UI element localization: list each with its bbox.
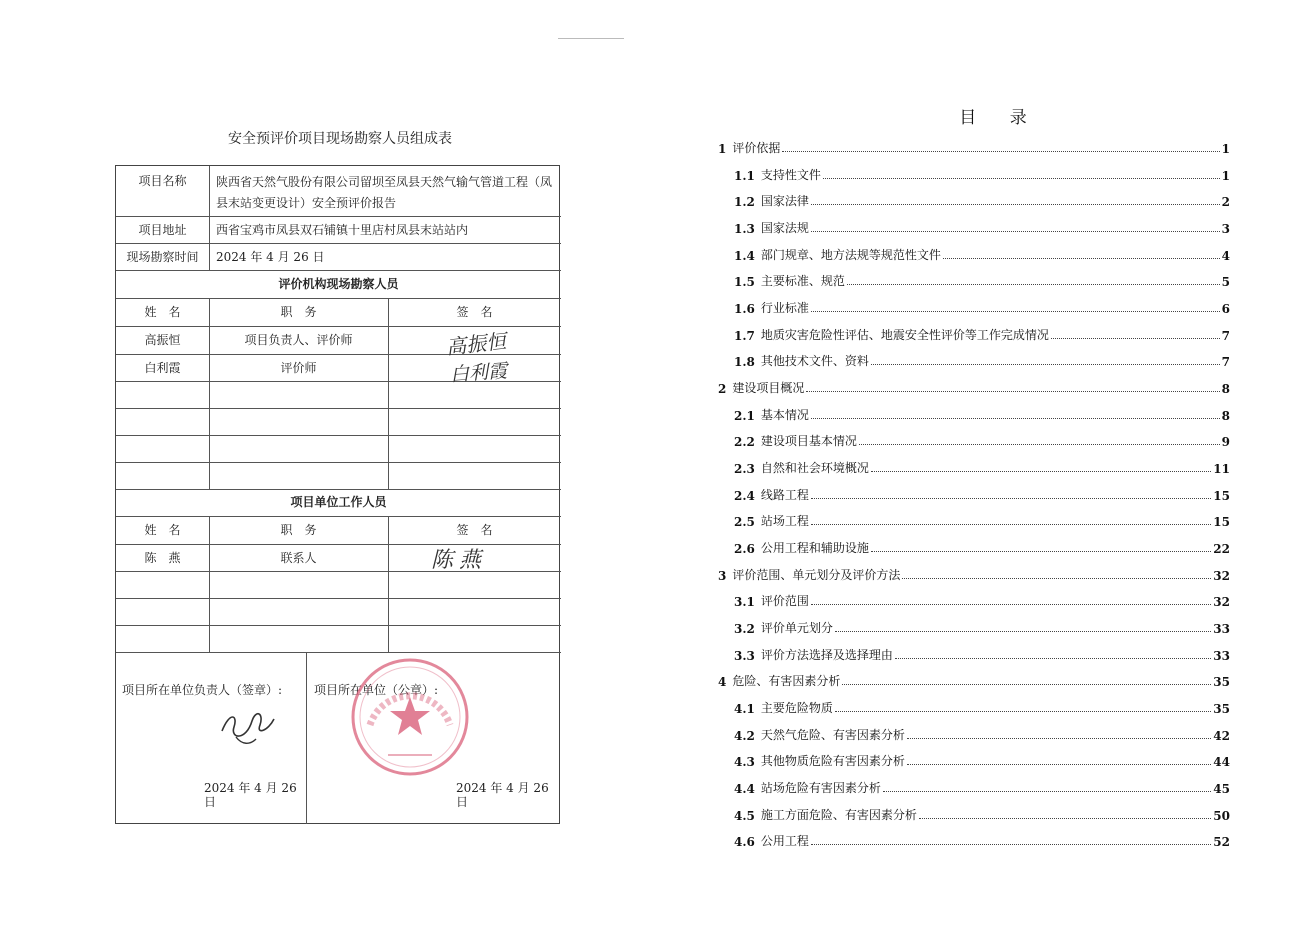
org-staff-name: 高振恒: [144, 333, 181, 347]
survey-time-value: 2024 年 4 月 26 日: [216, 250, 325, 264]
leader-sign-label: 项目所在单位负责人（签章）:: [122, 683, 283, 697]
toc-entry[interactable]: 1.3 国家法规 3: [734, 221, 1230, 236]
toc-entry[interactable]: 1.7 地质灾害危险性评估、地震安全性评价等工作完成情况 7: [734, 328, 1230, 343]
org-staff-name: 白利霞: [144, 361, 181, 375]
toc-entry[interactable]: 3 评价范围、单元划分及评价方法 32: [718, 568, 1230, 583]
toc-entry[interactable]: 3.1 评价范围 32: [734, 594, 1230, 609]
project-address-label: 项目地址: [138, 223, 187, 237]
org-col-role: 职 务: [280, 305, 317, 319]
toc-entry[interactable]: 2.4 线路工程 15: [734, 488, 1230, 503]
unit-col-role: 职 务: [280, 523, 317, 537]
project-name-value: 陕西省天然气股份有限公司留坝至凤县天然气输气管道工程（凤县末站变更设计）安全预评价报告: [216, 175, 553, 210]
leader-date: 2024 年 4 月 26 日: [204, 781, 297, 809]
toc-entry[interactable]: 2.6 公用工程和辅助设施 22: [734, 541, 1230, 556]
official-seal-stamp: [348, 655, 472, 779]
scan-mark: [558, 38, 624, 39]
org-staff-role: 项目负责人、评价师: [244, 333, 353, 347]
toc-entry[interactable]: 4.3 其他物质危险有害因素分析 44: [734, 754, 1230, 769]
toc-entry[interactable]: 2.1 基本情况 8: [734, 408, 1230, 423]
toc-entry[interactable]: 1.4 部门规章、地方法规等规范性文件 4: [734, 248, 1230, 263]
unit-seal-label: 项目所在单位（公章）:: [314, 683, 439, 697]
signature-gao: 高振恒: [445, 328, 508, 360]
org-section-title: 评价机构现场勘察人员: [278, 277, 399, 291]
toc-entry[interactable]: 4.1 主要危险物质 35: [734, 701, 1230, 716]
toc-entry[interactable]: 1.1 支持性文件 1: [734, 168, 1230, 183]
toc-entry[interactable]: 1.8 其他技术文件、资料 7: [734, 354, 1230, 369]
signature-chen: 陈燕: [431, 548, 488, 573]
toc-entry[interactable]: 1.6 行业标准 6: [734, 301, 1230, 316]
unit-staff-name: 陈 燕: [144, 551, 181, 565]
toc-entry[interactable]: 2.5 站场工程 15: [734, 514, 1230, 529]
toc-entry[interactable]: 1 评价依据 1: [718, 141, 1230, 156]
toc-entry[interactable]: 4.5 施工方面危险、有害因素分析 50: [734, 808, 1230, 823]
signature-bai: 白利霞: [449, 360, 508, 386]
toc-entry[interactable]: 4 危险、有害因素分析 35: [718, 674, 1230, 689]
project-name-label: 项目名称: [138, 174, 187, 188]
unit-section-title: 项目单位工作人员: [290, 495, 387, 509]
toc-entry[interactable]: 4.6 公用工程 52: [734, 834, 1230, 849]
survey-time-label: 现场勘察时间: [126, 250, 199, 264]
org-col-sign: 签 名: [456, 305, 493, 319]
toc-entry[interactable]: 1.5 主要标准、规范 5: [734, 274, 1230, 289]
toc-entry[interactable]: 3.3 评价方法选择及选择理由 33: [734, 648, 1230, 663]
unit-col-name: 姓 名: [144, 523, 181, 537]
survey-table-title: 安全预评价项目现场勘察人员组成表: [228, 131, 452, 147]
org-col-name: 姓 名: [144, 305, 181, 319]
toc-entry[interactable]: 2.2 建设项目基本情况 9: [734, 434, 1230, 449]
toc-entry[interactable]: 2.3 自然和社会环境概况 11: [734, 461, 1230, 476]
toc-entry[interactable]: 3.2 评价单元划分 33: [734, 621, 1230, 636]
unit-col-sign: 签 名: [456, 523, 493, 537]
toc-entry[interactable]: 1.2 国家法律 2: [734, 194, 1230, 209]
project-address-value: 西省宝鸡市凤县双石铺镇十里店村凤县末站站内: [216, 223, 469, 237]
toc-entry[interactable]: 4.4 站场危险有害因素分析 45: [734, 781, 1230, 796]
toc-entry[interactable]: 4.2 天然气危险、有害因素分析 42: [734, 728, 1230, 743]
leader-signature-scribble: [216, 701, 280, 751]
toc-title: 目 录: [959, 108, 1041, 128]
unit-date: 2024 年 4 月 26 日: [456, 781, 549, 809]
survey-table: [115, 165, 560, 824]
unit-staff-role: 联系人: [280, 551, 317, 565]
toc-entry[interactable]: 2 建设项目概况 8: [718, 381, 1230, 396]
org-staff-role: 评价师: [280, 361, 317, 375]
